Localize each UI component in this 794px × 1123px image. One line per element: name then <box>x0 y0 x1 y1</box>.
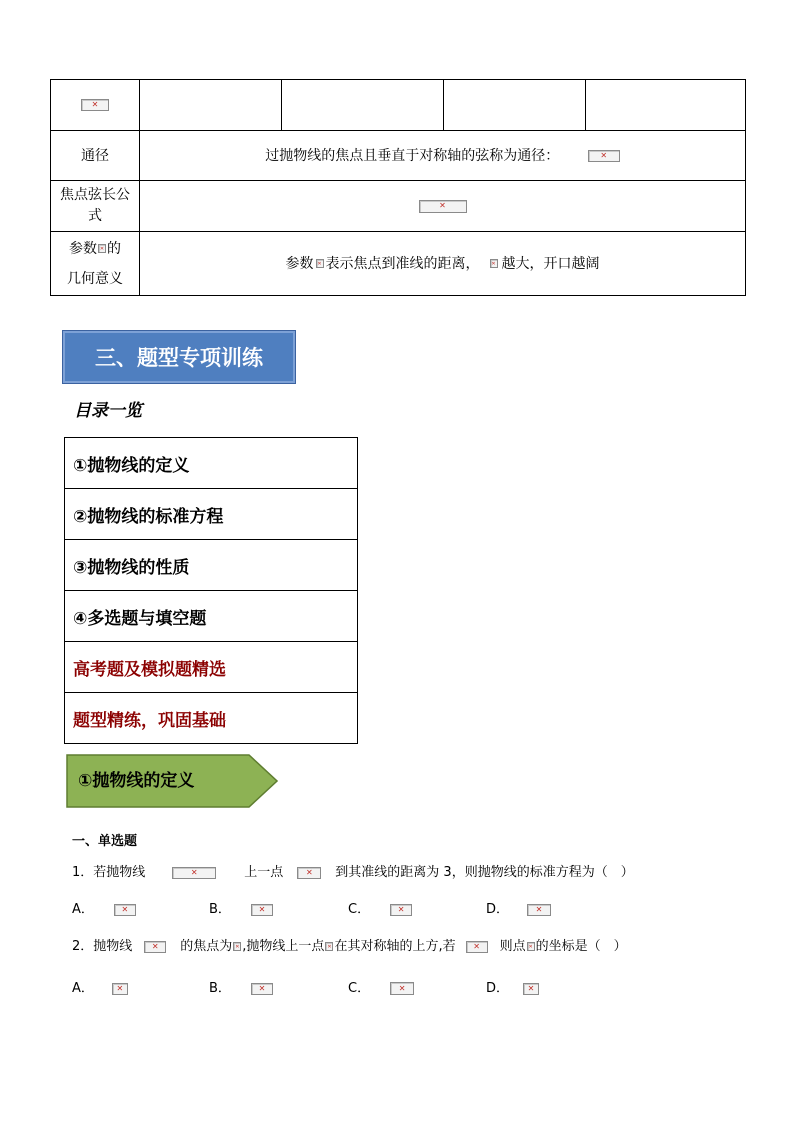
toc-row <box>65 642 358 693</box>
label-text: 几何意义 <box>67 270 123 287</box>
question-text: 的焦点为 <box>180 939 233 954</box>
row-label: 焦点弦长公式 <box>51 181 140 232</box>
toc-row <box>65 693 358 744</box>
formula-image-icon <box>172 867 216 879</box>
formula-image-icon <box>251 983 273 995</box>
question-1-option-c[interactable] <box>348 898 412 917</box>
question-2-option-b[interactable] <box>209 977 273 996</box>
content-text: 参数 <box>285 255 314 272</box>
table-cell <box>140 80 282 131</box>
question-1-option-a[interactable] <box>72 898 136 917</box>
toc-item-standard-equation[interactable]: ②抛物线的标准方程 <box>65 489 358 540</box>
formula-image-icon <box>390 982 414 995</box>
option-label: A． <box>72 981 94 996</box>
question-text: 2．抛物线 <box>72 939 133 954</box>
formula-image-icon <box>466 941 488 953</box>
toc-row <box>65 438 358 489</box>
question-2-option-c[interactable] <box>348 977 414 996</box>
row-label <box>51 232 140 296</box>
question-1-stem <box>72 861 634 880</box>
table-cell <box>51 80 140 131</box>
row-content <box>140 232 746 296</box>
formula-image-icon <box>81 99 109 111</box>
question-text: ,抛物线上一点 <box>242 939 325 954</box>
table-row <box>51 232 746 296</box>
toc-item-properties[interactable]: ③抛物线的性质 <box>65 540 358 591</box>
question-text: 上一点 <box>244 865 284 880</box>
section-tag-label: ①抛物线的定义 <box>78 771 195 791</box>
toc-item-practice[interactable]: 题型精练，巩固基础 <box>65 693 358 744</box>
formula-image-icon <box>325 942 333 951</box>
row-content <box>140 181 746 232</box>
label-text: 的 <box>107 240 121 257</box>
question-text: 则点 <box>499 939 526 954</box>
option-label: B． <box>209 902 231 917</box>
formula-image-icon <box>419 200 467 213</box>
option-label: C． <box>348 981 371 996</box>
question-2-option-a[interactable] <box>72 977 128 996</box>
formula-image-icon <box>588 150 620 162</box>
formula-image-icon <box>112 983 128 995</box>
section-banner: 三、题型专项训练 <box>62 330 296 384</box>
toc-title: 目录一览 <box>74 401 142 421</box>
table-row <box>51 131 746 181</box>
parabola-properties-table <box>50 79 746 296</box>
question-text: 1．若抛物线 <box>72 865 146 880</box>
table-cell <box>586 80 746 131</box>
option-label: D． <box>486 981 510 996</box>
toc-item-multi-choice[interactable]: ④多选题与填空题 <box>65 591 358 642</box>
row-label: 通径 <box>51 131 140 181</box>
toc-row <box>65 591 358 642</box>
option-label: D． <box>486 902 510 917</box>
label-text: 参数 <box>69 240 97 257</box>
formula-image-icon <box>297 867 321 879</box>
formula-image-icon <box>523 983 539 995</box>
table-cell <box>444 80 586 131</box>
toc-item-exam-questions[interactable]: 高考题及模拟题精选 <box>65 642 358 693</box>
question-text: 的坐标是（ ） <box>535 939 627 954</box>
formula-image-icon <box>114 904 136 916</box>
question-2-option-d[interactable] <box>486 977 539 996</box>
question-2-stem <box>72 935 627 954</box>
formula-image-icon <box>251 904 273 916</box>
row-content <box>140 131 746 181</box>
toc-row <box>65 489 358 540</box>
formula-image-icon <box>527 942 535 951</box>
toc-item-definition[interactable]: ①抛物线的定义 <box>65 438 358 489</box>
option-label: B． <box>209 981 231 996</box>
content-text: 越大，开口越阔 <box>501 255 600 272</box>
question-text: 到其准线的距离为 3，则抛物线的标准方程为（ ） <box>335 865 634 880</box>
latus-rectum-text: 过抛物线的焦点且垂直于对称轴的弦称为通径： <box>265 147 560 164</box>
formula-image-icon <box>490 259 498 268</box>
toc-table <box>64 437 358 744</box>
formula-image-icon <box>233 942 241 951</box>
table-cell <box>282 80 444 131</box>
question-heading: 一、单选题 <box>72 834 138 849</box>
option-label: A． <box>72 902 94 917</box>
question-text: 在其对称轴的上方,若 <box>334 939 456 954</box>
formula-image-icon <box>527 904 551 916</box>
question-1-option-b[interactable] <box>209 898 273 917</box>
table-row <box>51 80 746 131</box>
question-1-option-d[interactable] <box>486 898 551 917</box>
formula-image-icon <box>390 904 412 916</box>
toc-row <box>65 540 358 591</box>
formula-image-icon <box>144 941 166 953</box>
table-row <box>51 181 746 232</box>
content-text: 表示焦点到准线的距离， <box>325 255 480 272</box>
option-label: C． <box>348 902 371 917</box>
formula-image-icon <box>316 259 324 268</box>
formula-image-icon <box>98 244 106 253</box>
section-tag <box>66 754 278 808</box>
